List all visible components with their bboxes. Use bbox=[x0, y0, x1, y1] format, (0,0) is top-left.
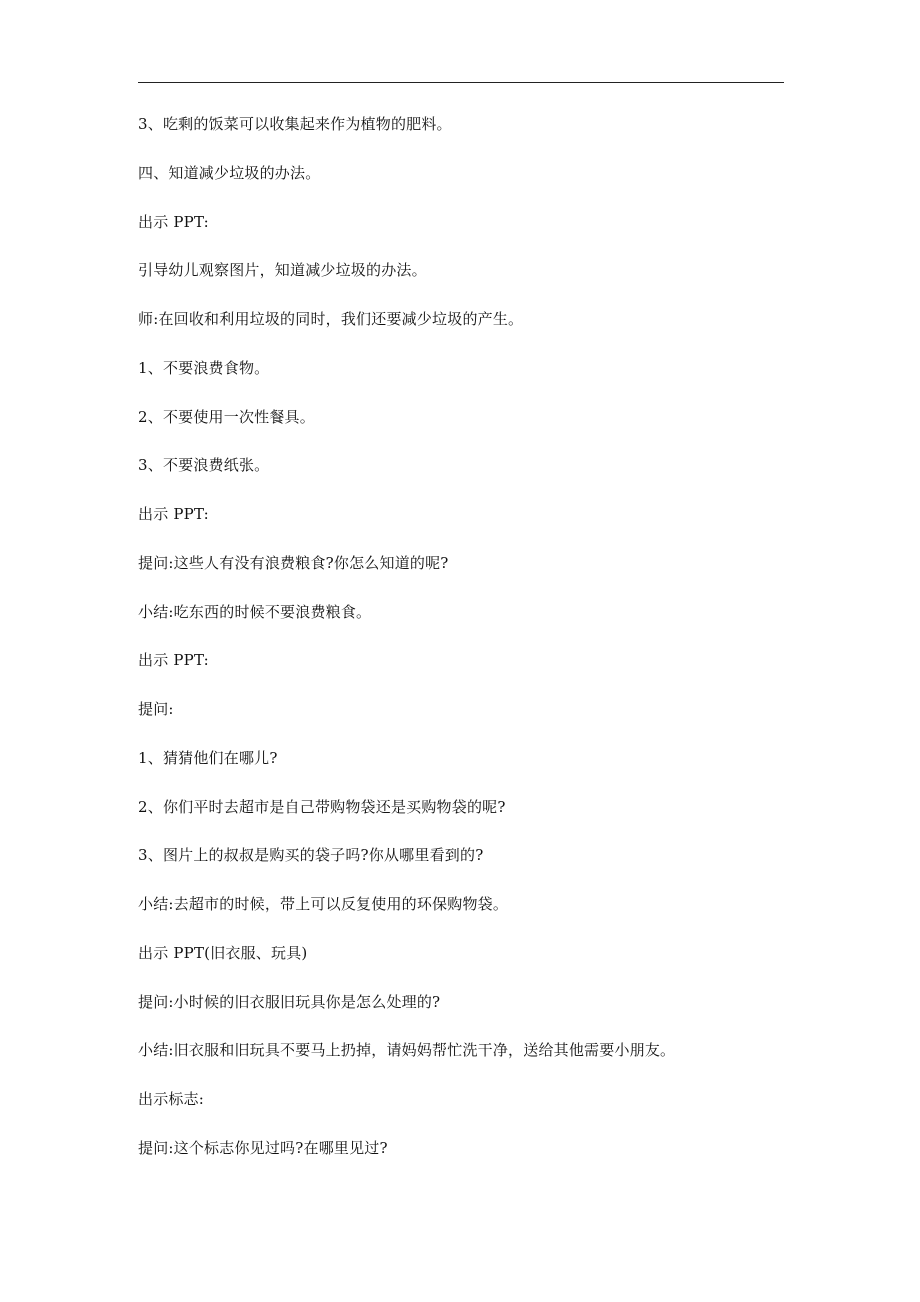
text-line: 出示 PPT: bbox=[138, 212, 209, 231]
text-line: 师:在回收和利用垃圾的同时，我们还要减少垃圾的产生。 bbox=[138, 310, 524, 328]
list-item: 3、图片上的叔叔是购买的袋子吗?你从哪里看到的? bbox=[138, 846, 484, 865]
text-line: 引导幼儿观察图片，知道减少垃圾的办法。 bbox=[138, 261, 427, 280]
list-item: 2、不要使用一次性餐具。 bbox=[138, 407, 315, 426]
question-line: 提问:这个标志你见过吗?在哪里见过? bbox=[138, 1138, 388, 1157]
summary-line: 小结:吃东西的时候不要浪费粮食。 bbox=[138, 602, 372, 621]
summary-line: 小结:去超市的时候，带上可以反复使用的环保购物袋。 bbox=[138, 895, 509, 913]
text-line: 出示 PPT: bbox=[138, 651, 209, 670]
text-line: 出示标志: bbox=[138, 1090, 205, 1108]
list-item: 2、你们平时去超市是自己带购物袋还是买购物袋的呢? bbox=[138, 797, 506, 816]
question-line: 提问:这些人有没有浪费粮食?你怎么知道的呢? bbox=[138, 553, 449, 572]
text-line: 出示 PPT: bbox=[138, 505, 209, 523]
text-line: 3、吃剩的饭菜可以收集起来作为植物的肥料。 bbox=[138, 115, 452, 133]
list-item: 3、不要浪费纸张。 bbox=[138, 456, 270, 475]
question-line: 提问: bbox=[138, 700, 174, 718]
text-line: 出示 PPT(旧衣服、玩具) bbox=[138, 943, 308, 962]
question-line: 提问:小时候的旧衣服旧玩具你是怎么处理的? bbox=[138, 992, 441, 1011]
document-body bbox=[138, 112, 798, 1185]
list-item: 1、不要浪费食物。 bbox=[138, 358, 270, 377]
section-heading: 四、知道减少垃圾的办法。 bbox=[138, 163, 321, 182]
header-rule bbox=[138, 82, 784, 83]
summary-line: 小结:旧衣服和旧玩具不要马上扔掉，请妈妈帮忙洗干净，送给其他需要小朋友。 bbox=[138, 1041, 676, 1060]
list-item: 1、猜猜他们在哪儿? bbox=[138, 748, 278, 767]
